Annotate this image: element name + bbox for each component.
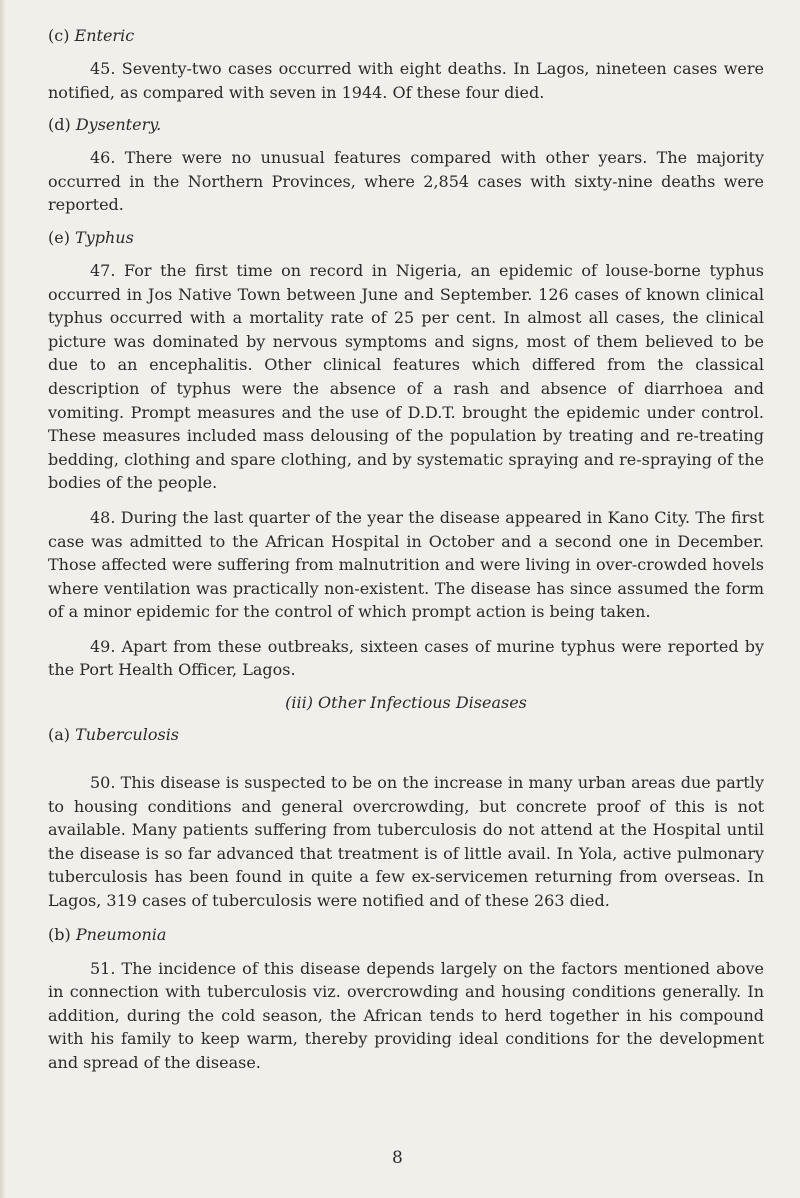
heading-dysentery	[48, 113, 764, 137]
paragraph-48: 48. During the last quarter of the year the disease appeared in Kano City. The first case was admitted to the African Hospital in October and a second one in December. Those affected were suffering from malnutrition and were living in over-crowded hovels where ventilation was practically non-existent. The disease has since assumed the form of a minor epidemic for the control of which prompt action is being taken.	[48, 507, 764, 622]
page-binding-edge	[0, 0, 6, 1198]
heading-label: (d)	[48, 115, 71, 135]
heading-label: (c)	[48, 26, 70, 45]
heading-title: Pneumonia	[75, 924, 167, 944]
heading-label: (a)	[48, 725, 71, 745]
heading-label: (b)	[48, 924, 71, 944]
heading-title: Typhus	[75, 227, 134, 247]
heading-title: Tuberculosis	[75, 725, 180, 745]
heading-enteric	[48, 24, 764, 48]
heading-title: Enteric	[74, 26, 135, 45]
heading-pneumonia	[48, 923, 764, 947]
paragraph-51: 51. The incidence of this disease depends largely on the factors mentioned above in connection with tuberculosis viz. overcrowding and housing conditions generally. In addition, during the cold season, the African tends to herd together in his compound with his family to keep warm, thereby providing ideal conditions for the development and spread of the disease.	[48, 958, 764, 1072]
paragraph-46: 46. There were no unusual features compared with other years. The majority occurred in the Northern Provinces, where 2,854 cases with sixty-nine deaths were reported.	[48, 148, 764, 215]
paragraph-45: 45. Seventy-two cases occurred with eight deaths. In Lagos, nineteen cases were notified, as compared with seven in 1944. Of these four died.	[48, 59, 764, 102]
page-content	[48, 24, 764, 1075]
page-number: 8	[392, 1148, 403, 1168]
paragraph-50: 50. This disease is suspected to be on the increase in many urban areas due partly to housing conditions and general overcrowding, but concrete proof of this is not available. Many patients suffering from tuberculosis do not attend at the Hospital until the disease is so far advanced that treatment is of little avail. In Yola, active pulmonary tuberculosis has been found in quite a few ex-servicemen returning from overseas. In Lagos, 319 cases of tuberculosis were notified and of these 263 died.	[48, 773, 764, 911]
paragraph-49: 49. Apart from these outbreaks, sixteen cases of murine typhus were reported by the Port Health Officer, Lagos.	[48, 636, 764, 680]
heading-tuberculosis	[48, 723, 764, 747]
heading-label: (e)	[48, 227, 70, 247]
heading-title: Dysentery.	[75, 115, 162, 135]
section-title-other-infectious-diseases: (iii) Other Infectious Diseases	[285, 693, 527, 713]
heading-typhus	[48, 226, 764, 250]
paragraph-47: 47. For the first time on record in Nigeria, an epidemic of louse-borne typhus occurred in Jos Native Town between June and September. 126 cases of known clinical typhus occurred with a mortality rate of 25 per cent. In almost all cases, the clinical picture was dominated by nervous symptoms and signs, most of them believed to be due to an encephalitis. Other clinical features which differed from the classical description of typhus were the absence of a rash and absence of diarrhoea and vomiting. Prompt measures and the use of D.D.T. brought the epidemic under control. These measures included mass delousing of the population by treating and re-treating bedding, clothing and spare clothing, and by systematic spraying and re-spraying of the bodies of the people.	[48, 260, 764, 493]
